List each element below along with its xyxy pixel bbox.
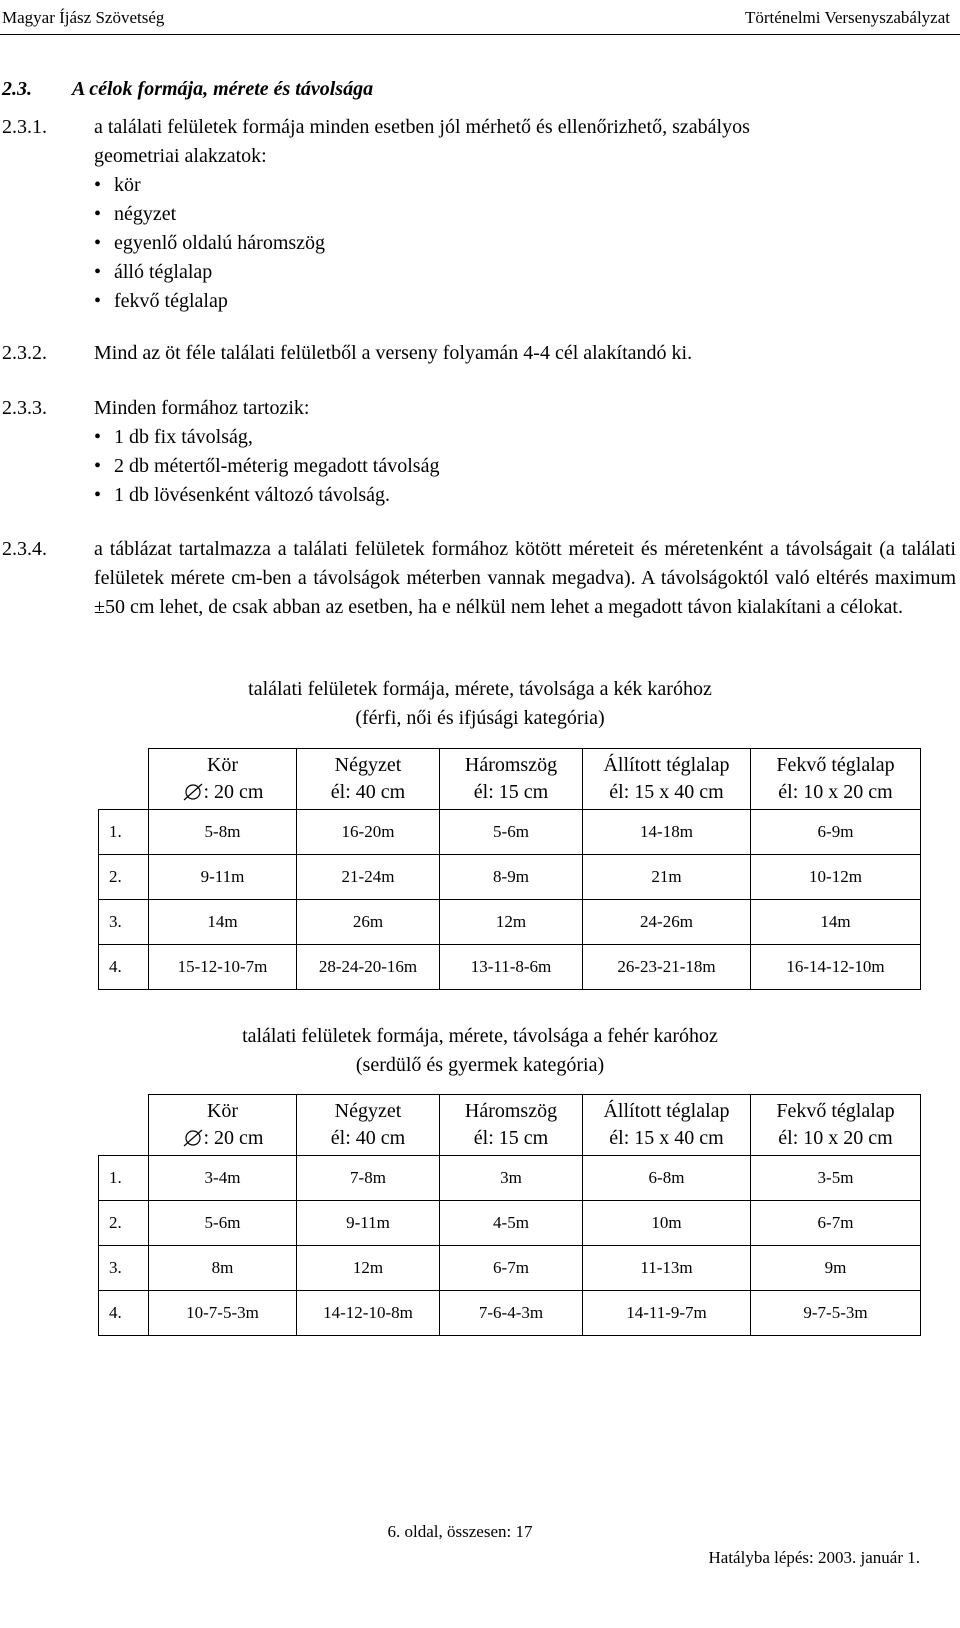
table-cell: 14-11-9-7m bbox=[583, 1291, 751, 1336]
item-text-line: Minden formához tartozik: bbox=[94, 397, 310, 419]
column-header-size-text: : 20 cm bbox=[203, 1127, 264, 1149]
table-caption: (serdülő és gyermek kategória) bbox=[355, 1054, 605, 1076]
table-caption: találati felületek formája, mérete, távolsága a kék karóhoz bbox=[248, 678, 712, 700]
column-header-size-text: : 20 cm bbox=[203, 781, 264, 803]
item-number: 2.3.1. bbox=[2, 116, 47, 138]
table-cell: 14m bbox=[751, 900, 921, 945]
table-cell: 28-24-20-16m bbox=[297, 945, 440, 990]
table-cell: 26-23-21-18m bbox=[583, 945, 751, 990]
column-header bbox=[583, 749, 751, 810]
table-cell: 13-11-8-6m bbox=[440, 945, 583, 990]
column-header bbox=[297, 1095, 440, 1156]
column-header-title: Kör bbox=[206, 1100, 239, 1122]
table-cell: 16-14-12-10m bbox=[751, 945, 921, 990]
row-number: 1. bbox=[99, 1156, 149, 1201]
table-cell: 10-7-5-3m bbox=[149, 1291, 297, 1336]
table-row bbox=[99, 1291, 921, 1336]
bullet-list bbox=[94, 171, 956, 316]
column-header-size: él: 40 cm bbox=[330, 1127, 406, 1149]
table-cell: 8m bbox=[149, 1246, 297, 1291]
table-row bbox=[99, 810, 921, 855]
header-divider bbox=[0, 34, 960, 35]
row-number: 2. bbox=[99, 1201, 149, 1246]
table-cell: 3m bbox=[440, 1156, 583, 1201]
distance-table-blue bbox=[98, 748, 921, 990]
column-header-title: Négyzet bbox=[334, 1100, 402, 1122]
row-number: 3. bbox=[99, 1246, 149, 1291]
bullet-list bbox=[94, 423, 956, 510]
column-header-title: Állított téglalap bbox=[603, 1100, 730, 1122]
table-cell: 14-12-10-8m bbox=[297, 1291, 440, 1336]
column-header bbox=[751, 1095, 921, 1156]
table-row bbox=[99, 1246, 921, 1291]
column-header-title: Fekvő téglalap bbox=[776, 754, 895, 776]
table-row bbox=[99, 1156, 921, 1201]
list-item: • fekvő téglalap bbox=[94, 287, 956, 316]
table-cell: 10-12m bbox=[751, 855, 921, 900]
table-row bbox=[99, 855, 921, 900]
table-cell: 5-6m bbox=[440, 810, 583, 855]
column-header-size: él: 40 cm bbox=[330, 781, 406, 803]
column-header-title: Háromszög bbox=[464, 1100, 558, 1122]
header-left: Magyar Íjász Szövetség bbox=[2, 8, 165, 27]
table-cell: 14-18m bbox=[583, 810, 751, 855]
table-cell: 8-9m bbox=[440, 855, 583, 900]
table-corner bbox=[99, 749, 149, 810]
table-cell: 12m bbox=[297, 1246, 440, 1291]
list-item: • négyzet bbox=[94, 200, 956, 229]
column-header bbox=[583, 1095, 751, 1156]
column-header-size: él: 10 x 20 cm bbox=[778, 1127, 893, 1149]
table-cell: 11-13m bbox=[583, 1246, 751, 1291]
diameter-icon bbox=[182, 1129, 204, 1147]
table-cell: 26m bbox=[297, 900, 440, 945]
column-header-size bbox=[149, 1125, 296, 1152]
table-cell: 6-8m bbox=[583, 1156, 751, 1201]
distance-table-white bbox=[98, 1094, 921, 1336]
table-cell: 6-7m bbox=[440, 1246, 583, 1291]
item-number: 2.3.2. bbox=[2, 342, 47, 364]
item-text: a táblázat tartalmazza a találati felületek formához kötött méreteit és méretenként a távolságait (a találati felületek mérete cm-ben a távolságok méterben vannak megadva). A távolságoktól való eltérés maximum ±50 cm lehet, de csak abban az esetben, ha e nélkül nem lehet a megadott távon kialakítani a célokat. bbox=[94, 538, 956, 618]
table-header-row bbox=[99, 1095, 921, 1156]
table-cell: 12m bbox=[440, 900, 583, 945]
diameter-icon bbox=[182, 783, 204, 801]
table-cell: 10m bbox=[583, 1201, 751, 1246]
list-item: • 2 db métertől-méterig megadott távolság bbox=[94, 452, 956, 481]
column-header-size: él: 15 x 40 cm bbox=[609, 781, 724, 803]
item-text: Mind az öt féle találati felületből a verseny folyamán 4-4 cél alakítandó ki. bbox=[94, 342, 693, 364]
table-cell: 5-6m bbox=[149, 1201, 297, 1246]
column-header-title: Állított téglalap bbox=[603, 754, 730, 776]
table-header-row bbox=[99, 749, 921, 810]
column-header bbox=[149, 1095, 297, 1156]
row-number: 4. bbox=[99, 1291, 149, 1336]
item-text-line: geometriai alakzatok: bbox=[94, 145, 267, 167]
effective-date: Hatályba lépés: 2003. január 1. bbox=[708, 1548, 920, 1567]
table-cell: 9m bbox=[751, 1246, 921, 1291]
row-number: 3. bbox=[99, 900, 149, 945]
table-corner bbox=[99, 1095, 149, 1156]
table-cell: 21-24m bbox=[297, 855, 440, 900]
table-cell: 7-8m bbox=[297, 1156, 440, 1201]
table-cell: 9-11m bbox=[297, 1201, 440, 1246]
table-cell: 9-7-5-3m bbox=[751, 1291, 921, 1336]
column-header-title: Háromszög bbox=[464, 754, 558, 776]
list-item: • 1 db fix távolság, bbox=[94, 423, 956, 452]
column-header bbox=[440, 1095, 583, 1156]
list-item: • 1 db lövésenként változó távolság. bbox=[94, 481, 956, 510]
table-cell: 4-5m bbox=[440, 1201, 583, 1246]
table-cell: 6-7m bbox=[751, 1201, 921, 1246]
table-row bbox=[99, 1201, 921, 1246]
item-text bbox=[94, 113, 956, 316]
column-header-title: Fekvő téglalap bbox=[776, 1100, 895, 1122]
row-number: 1. bbox=[99, 810, 149, 855]
column-header-title: Négyzet bbox=[334, 754, 402, 776]
item-text bbox=[94, 394, 956, 510]
column-header-size: él: 15 cm bbox=[473, 1127, 549, 1149]
table-cell: 15-12-10-7m bbox=[149, 945, 297, 990]
column-header-size: él: 15 cm bbox=[473, 781, 549, 803]
row-number: 4. bbox=[99, 945, 149, 990]
table-cell: 5-8m bbox=[149, 810, 297, 855]
list-item: • kör bbox=[94, 171, 956, 200]
table-cell: 3-4m bbox=[149, 1156, 297, 1201]
item-number: 2.3.4. bbox=[2, 538, 47, 560]
column-header bbox=[751, 749, 921, 810]
section-number: 2.3. bbox=[2, 78, 32, 100]
item-text-line: a találati felületek formája minden esetben jól mérhető és ellenőrizhető, szabályos bbox=[94, 116, 750, 138]
table-cell: 24-26m bbox=[583, 900, 751, 945]
table-cell: 14m bbox=[149, 900, 297, 945]
page-number: 6. oldal, összesen: 17 bbox=[387, 1522, 533, 1541]
table-cell: 6-9m bbox=[751, 810, 921, 855]
table-cell: 7-6-4-3m bbox=[440, 1291, 583, 1336]
table-row bbox=[99, 900, 921, 945]
table-cell: 21m bbox=[583, 855, 751, 900]
table-cell: 3-5m bbox=[751, 1156, 921, 1201]
column-header-size: él: 10 x 20 cm bbox=[778, 781, 893, 803]
table-cell: 16-20m bbox=[297, 810, 440, 855]
list-item: • egyenlő oldalú háromszög bbox=[94, 229, 956, 258]
table-caption: (férfi, női és ifjúsági kategória) bbox=[355, 707, 605, 729]
row-number: 2. bbox=[99, 855, 149, 900]
column-header-size bbox=[149, 779, 296, 806]
column-header-size: él: 15 x 40 cm bbox=[609, 1127, 724, 1149]
section-title: A célok formája, mérete és távolsága bbox=[72, 78, 374, 100]
column-header bbox=[440, 749, 583, 810]
item-number: 2.3.3. bbox=[2, 397, 47, 419]
column-header bbox=[149, 749, 297, 810]
header-right: Történelmi Versenyszabályzat bbox=[744, 8, 950, 27]
table-row bbox=[99, 945, 921, 990]
table-cell: 9-11m bbox=[149, 855, 297, 900]
table-caption: találati felületek formája, mérete, távolsága a fehér karóhoz bbox=[242, 1025, 718, 1047]
list-item: • álló téglalap bbox=[94, 258, 956, 287]
column-header bbox=[297, 749, 440, 810]
column-header-title: Kör bbox=[206, 754, 239, 776]
